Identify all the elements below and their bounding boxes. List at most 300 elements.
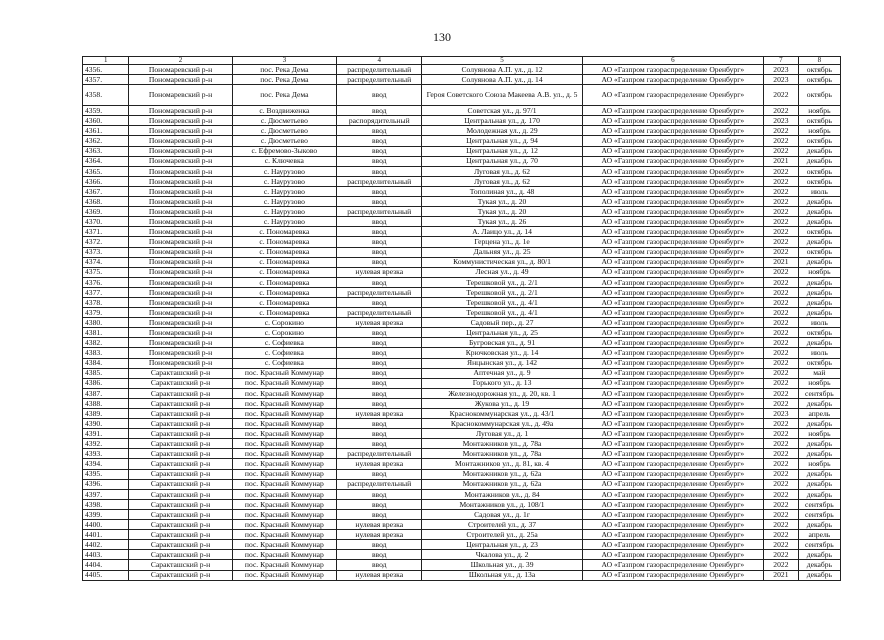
address-cell: Краснокоммунарская ул., д. 43/1 xyxy=(422,409,582,419)
month-cell: декабрь xyxy=(798,207,840,217)
table-row xyxy=(83,257,841,267)
row-number-cell: 4388. xyxy=(83,398,129,408)
year-cell: 2022 xyxy=(764,227,799,237)
connection-type-cell: ввод xyxy=(337,489,422,499)
year-cell: 2022 xyxy=(764,398,799,408)
organization-cell: АО «Газпром газораспределение Оренбург» xyxy=(582,257,763,267)
month-cell: октябрь xyxy=(798,227,840,237)
settlement-cell: с. Пономаревка xyxy=(232,257,336,267)
column-header: 5 xyxy=(422,57,582,65)
address-cell: Чкалова ул., д. 2 xyxy=(422,550,582,560)
district-cell: Саракташский р-н xyxy=(129,469,232,479)
connection-type-cell: ввод xyxy=(337,237,422,247)
row-number-cell: 4405. xyxy=(83,570,129,580)
district-cell: Пономаревский р-н xyxy=(129,85,232,106)
table-row xyxy=(83,217,841,227)
month-cell: декабрь xyxy=(798,197,840,207)
address-cell: Жукова ул., д. 19 xyxy=(422,398,582,408)
year-cell: 2022 xyxy=(764,368,799,378)
settlement-cell: пос. Красный Коммунар xyxy=(232,509,336,519)
address-cell: Центральная ул., д. 94 xyxy=(422,136,582,146)
organization-cell: АО «Газпром газораспределение Оренбург» xyxy=(582,166,763,176)
connection-type-cell: распределительный xyxy=(337,449,422,459)
connection-type-cell: ввод xyxy=(337,398,422,408)
month-cell: декабрь xyxy=(798,479,840,489)
connection-type-cell: ввод xyxy=(337,166,422,176)
row-number-cell: 4368. xyxy=(83,197,129,207)
year-cell: 2022 xyxy=(764,449,799,459)
organization-cell: АО «Газпром газораспределение Оренбург» xyxy=(582,267,763,277)
column-header: 3 xyxy=(232,57,336,65)
connection-type-cell: нулевая врезка xyxy=(337,459,422,469)
table-row xyxy=(83,449,841,459)
address-cell: Школьная ул., д. 39 xyxy=(422,560,582,570)
district-cell: Пономаревский р-н xyxy=(129,348,232,358)
table-row xyxy=(83,530,841,540)
connection-type-cell: ввод xyxy=(337,439,422,449)
settlement-cell: с. Пономаревка xyxy=(232,277,336,287)
year-cell: 2022 xyxy=(764,540,799,550)
settlement-cell: с. Наурузово xyxy=(232,186,336,196)
settlement-cell: с. Софиевка xyxy=(232,338,336,348)
address-cell: Тукая ул., д. 20 xyxy=(422,207,582,217)
connection-type-cell: ввод xyxy=(337,328,422,338)
organization-cell: АО «Газпром газораспределение Оренбург» xyxy=(582,560,763,570)
row-number-cell: 4389. xyxy=(83,409,129,419)
district-cell: Пономаревский р-н xyxy=(129,318,232,328)
district-cell: Пономаревский р-н xyxy=(129,126,232,136)
month-cell: сентябрь xyxy=(798,509,840,519)
month-cell: июль xyxy=(798,318,840,328)
address-cell: Дальняя ул., д. 25 xyxy=(422,247,582,257)
row-number-cell: 4396. xyxy=(83,479,129,489)
connection-type-cell: распределительный xyxy=(337,287,422,297)
table-row xyxy=(83,489,841,499)
month-cell: октябрь xyxy=(798,176,840,186)
address-cell: Коммунистическая ул., д. 80/1 xyxy=(422,257,582,267)
connection-type-cell: ввод xyxy=(337,388,422,398)
settlement-cell: с. Сорокино xyxy=(232,328,336,338)
month-cell: декабрь xyxy=(798,237,840,247)
organization-cell: АО «Газпром газораспределение Оренбург» xyxy=(582,338,763,348)
month-cell: декабрь xyxy=(798,156,840,166)
address-cell: Монтажников ул., д. 62а xyxy=(422,469,582,479)
year-cell: 2022 xyxy=(764,146,799,156)
month-cell: октябрь xyxy=(798,247,840,257)
table-row xyxy=(83,409,841,419)
district-cell: Пономаревский р-н xyxy=(129,156,232,166)
row-number-cell: 4359. xyxy=(83,106,129,116)
month-cell: декабрь xyxy=(798,520,840,530)
month-cell: октябрь xyxy=(798,328,840,338)
address-cell: Центральная ул., д. 25 xyxy=(422,328,582,338)
address-cell: Монтажников ул., д. 81, кв. 4 xyxy=(422,459,582,469)
district-cell: Пономаревский р-н xyxy=(129,358,232,368)
organization-cell: АО «Газпром газораспределение Оренбург» xyxy=(582,419,763,429)
connection-type-cell: ввод xyxy=(337,106,422,116)
row-number-cell: 4379. xyxy=(83,308,129,318)
row-number-cell: 4361. xyxy=(83,126,129,136)
district-cell: Пономаревский р-н xyxy=(129,277,232,287)
district-cell: Пономаревский р-н xyxy=(129,186,232,196)
address-cell: Школьная ул., д. 13а xyxy=(422,570,582,580)
row-number-cell: 4372. xyxy=(83,237,129,247)
row-number-cell: 4387. xyxy=(83,388,129,398)
settlement-cell: с. Воздвиженка xyxy=(232,106,336,116)
row-number-cell: 4381. xyxy=(83,328,129,338)
month-cell: декабрь xyxy=(798,419,840,429)
address-cell: Центральная ул., д. 170 xyxy=(422,116,582,126)
organization-cell: АО «Газпром газораспределение Оренбург» xyxy=(582,277,763,287)
address-cell: Терешковой ул., д. 4/1 xyxy=(422,308,582,318)
connection-type-cell: ввод xyxy=(337,277,422,287)
settlement-cell: пос. Красный Коммунар xyxy=(232,368,336,378)
table-row xyxy=(83,318,841,328)
settlement-cell: пос. Река Дема xyxy=(232,65,336,75)
district-cell: Пономаревский р-н xyxy=(129,237,232,247)
district-cell: Саракташский р-н xyxy=(129,398,232,408)
row-number-cell: 4401. xyxy=(83,530,129,540)
organization-cell: АО «Газпром газораспределение Оренбург» xyxy=(582,398,763,408)
settlement-cell: пос. Красный Коммунар xyxy=(232,489,336,499)
address-cell: Янцынская ул., д. 142 xyxy=(422,358,582,368)
connection-type-cell: ввод xyxy=(337,156,422,166)
settlement-cell: пос. Красный Коммунар xyxy=(232,530,336,540)
year-cell: 2022 xyxy=(764,207,799,217)
organization-cell: АО «Газпром газораспределение Оренбург» xyxy=(582,85,763,106)
organization-cell: АО «Газпром газораспределение Оренбург» xyxy=(582,530,763,540)
organization-cell: АО «Газпром газораспределение Оренбург» xyxy=(582,287,763,297)
organization-cell: АО «Газпром газораспределение Оренбург» xyxy=(582,186,763,196)
year-cell: 2022 xyxy=(764,126,799,136)
table-body xyxy=(83,65,841,581)
table-row xyxy=(83,75,841,85)
table-row xyxy=(83,560,841,570)
column-header: 6 xyxy=(582,57,763,65)
month-cell: октябрь xyxy=(798,75,840,85)
settlement-cell: с. Софиевка xyxy=(232,348,336,358)
table-row xyxy=(83,308,841,318)
organization-cell: АО «Газпром газораспределение Оренбург» xyxy=(582,368,763,378)
table-row xyxy=(83,136,841,146)
column-header: 2 xyxy=(129,57,232,65)
year-cell: 2022 xyxy=(764,479,799,489)
column-header: 8 xyxy=(798,57,840,65)
district-cell: Саракташский р-н xyxy=(129,530,232,540)
connection-type-cell: ввод xyxy=(337,247,422,257)
settlement-cell: пос. Красный Коммунар xyxy=(232,479,336,489)
row-number-cell: 4395. xyxy=(83,469,129,479)
year-cell: 2022 xyxy=(764,489,799,499)
settlement-cell: с. Наурузово xyxy=(232,207,336,217)
month-cell: октябрь xyxy=(798,65,840,75)
year-cell: 2022 xyxy=(764,469,799,479)
row-number-cell: 4393. xyxy=(83,449,129,459)
connection-type-cell: ввод xyxy=(337,136,422,146)
organization-cell: АО «Газпром газораспределение Оренбург» xyxy=(582,136,763,146)
district-cell: Саракташский р-н xyxy=(129,419,232,429)
year-cell: 2022 xyxy=(764,429,799,439)
settlement-cell: пос. Красный Коммунар xyxy=(232,409,336,419)
address-cell: Строителей ул., д. 25а xyxy=(422,530,582,540)
gasification-table xyxy=(82,56,841,581)
month-cell: апрель xyxy=(798,530,840,540)
row-number-cell: 4404. xyxy=(83,560,129,570)
month-cell: ноябрь xyxy=(798,429,840,439)
connection-type-cell: ввод xyxy=(337,297,422,307)
table-row xyxy=(83,186,841,196)
connection-type-cell: ввод xyxy=(337,499,422,509)
address-cell: А. Лаицо ул., д. 14 xyxy=(422,227,582,237)
table-row xyxy=(83,237,841,247)
year-cell: 2022 xyxy=(764,166,799,176)
month-cell: сентябрь xyxy=(798,540,840,550)
connection-type-cell: ввод xyxy=(337,469,422,479)
district-cell: Пономаревский р-н xyxy=(129,227,232,237)
organization-cell: АО «Газпром газораспределение Оренбург» xyxy=(582,197,763,207)
connection-type-cell: распределительный xyxy=(337,65,422,75)
connection-type-cell: ввод xyxy=(337,368,422,378)
year-cell: 2023 xyxy=(764,116,799,126)
settlement-cell: пос. Красный Коммунар xyxy=(232,429,336,439)
organization-cell: АО «Газпром газораспределение Оренбург» xyxy=(582,469,763,479)
organization-cell: АО «Газпром газораспределение Оренбург» xyxy=(582,156,763,166)
row-number-cell: 4370. xyxy=(83,217,129,227)
settlement-cell: пос. Красный Коммунар xyxy=(232,499,336,509)
month-cell: октябрь xyxy=(798,85,840,106)
table-row xyxy=(83,297,841,307)
connection-type-cell: ввод xyxy=(337,85,422,106)
connection-type-cell: распределительный xyxy=(337,75,422,85)
settlement-cell: пос. Красный Коммунар xyxy=(232,570,336,580)
row-number-cell: 4383. xyxy=(83,348,129,358)
table-row xyxy=(83,166,841,176)
row-number-cell: 4356. xyxy=(83,65,129,75)
organization-cell: АО «Газпром газораспределение Оренбург» xyxy=(582,409,763,419)
table-row xyxy=(83,509,841,519)
district-cell: Пономаревский р-н xyxy=(129,65,232,75)
organization-cell: АО «Газпром газораспределение Оренбург» xyxy=(582,217,763,227)
connection-type-cell: ввод xyxy=(337,419,422,429)
connection-type-cell: ввод xyxy=(337,338,422,348)
district-cell: Пономаревский р-н xyxy=(129,328,232,338)
table-row xyxy=(83,328,841,338)
row-number-cell: 4398. xyxy=(83,499,129,509)
address-cell: Краснокоммунарская ул., д. 49а xyxy=(422,419,582,429)
year-cell: 2022 xyxy=(764,237,799,247)
year-cell: 2022 xyxy=(764,318,799,328)
settlement-cell: с. Пономаревка xyxy=(232,227,336,237)
organization-cell: АО «Газпром газораспределение Оренбург» xyxy=(582,348,763,358)
row-number-cell: 4399. xyxy=(83,509,129,519)
month-cell: декабрь xyxy=(798,297,840,307)
table-row xyxy=(83,479,841,489)
district-cell: Пономаревский р-н xyxy=(129,257,232,267)
address-cell: Садовый пер., д. 27 xyxy=(422,318,582,328)
month-cell: декабрь xyxy=(798,469,840,479)
organization-cell: АО «Газпром газораспределение Оренбург» xyxy=(582,297,763,307)
settlement-cell: с. Сорокино xyxy=(232,318,336,328)
district-cell: Саракташский р-н xyxy=(129,570,232,580)
address-cell: Луговая ул., д. 62 xyxy=(422,166,582,176)
connection-type-cell: ввод xyxy=(337,186,422,196)
row-number-cell: 4377. xyxy=(83,287,129,297)
table-row xyxy=(83,227,841,237)
organization-cell: АО «Газпром газораспределение Оренбург» xyxy=(582,75,763,85)
row-number-cell: 4371. xyxy=(83,227,129,237)
settlement-cell: с. Пономаревка xyxy=(232,297,336,307)
table-row xyxy=(83,106,841,116)
year-cell: 2022 xyxy=(764,297,799,307)
table-row xyxy=(83,419,841,429)
organization-cell: АО «Газпром газораспределение Оренбург» xyxy=(582,237,763,247)
organization-cell: АО «Газпром газораспределение Оренбург» xyxy=(582,378,763,388)
settlement-cell: с. Ефремово-Зыково xyxy=(232,146,336,156)
year-cell: 2022 xyxy=(764,439,799,449)
organization-cell: АО «Газпром газораспределение Оренбург» xyxy=(582,227,763,237)
district-cell: Саракташский р-н xyxy=(129,509,232,519)
district-cell: Саракташский р-н xyxy=(129,489,232,499)
table-row xyxy=(83,338,841,348)
year-cell: 2022 xyxy=(764,520,799,530)
row-number-cell: 4390. xyxy=(83,419,129,429)
connection-type-cell: нулевая врезка xyxy=(337,570,422,580)
district-cell: Пономаревский р-н xyxy=(129,106,232,116)
organization-cell: АО «Газпром газораспределение Оренбург» xyxy=(582,489,763,499)
connection-type-cell: нулевая врезка xyxy=(337,409,422,419)
year-cell: 2022 xyxy=(764,419,799,429)
column-header: 7 xyxy=(764,57,799,65)
table-row xyxy=(83,277,841,287)
connection-type-cell: нулевая врезка xyxy=(337,267,422,277)
district-cell: Саракташский р-н xyxy=(129,449,232,459)
column-header: 1 xyxy=(83,57,129,65)
district-cell: Пономаревский р-н xyxy=(129,166,232,176)
table-row xyxy=(83,378,841,388)
connection-type-cell: ввод xyxy=(337,358,422,368)
connection-type-cell: ввод xyxy=(337,197,422,207)
connection-type-cell: распорядительный xyxy=(337,116,422,126)
settlement-cell: пос. Красный Коммунар xyxy=(232,398,336,408)
connection-type-cell: ввод xyxy=(337,227,422,237)
year-cell: 2022 xyxy=(764,267,799,277)
connection-type-cell: нулевая врезка xyxy=(337,520,422,530)
district-cell: Саракташский р-н xyxy=(129,378,232,388)
address-cell: Монтажников ул., д. 108/1 xyxy=(422,499,582,509)
organization-cell: АО «Газпром газораспределение Оренбург» xyxy=(582,570,763,580)
settlement-cell: с. Софиевка xyxy=(232,358,336,368)
row-number-cell: 4365. xyxy=(83,166,129,176)
district-cell: Пономаревский р-н xyxy=(129,308,232,318)
month-cell: апрель xyxy=(798,409,840,419)
connection-type-cell: распределительный xyxy=(337,176,422,186)
settlement-cell: пос. Красный Коммунар xyxy=(232,449,336,459)
district-cell: Пономаревский р-н xyxy=(129,297,232,307)
connection-type-cell: распределительный xyxy=(337,308,422,318)
address-cell: Крючковская ул., д. 14 xyxy=(422,348,582,358)
table-row xyxy=(83,520,841,530)
settlement-cell: с. Пономаревка xyxy=(232,308,336,318)
settlement-cell: с. Наурузово xyxy=(232,217,336,227)
year-cell: 2021 xyxy=(764,156,799,166)
address-cell: Лесная ул., д. 49 xyxy=(422,267,582,277)
table-row xyxy=(83,247,841,257)
row-number-cell: 4394. xyxy=(83,459,129,469)
year-cell: 2022 xyxy=(764,277,799,287)
month-cell: декабрь xyxy=(798,277,840,287)
month-cell: ноябрь xyxy=(798,126,840,136)
organization-cell: АО «Газпром газораспределение Оренбург» xyxy=(582,540,763,550)
year-cell: 2022 xyxy=(764,85,799,106)
table-row xyxy=(83,469,841,479)
settlement-cell: с. Дюсметьево xyxy=(232,136,336,146)
year-cell: 2022 xyxy=(764,358,799,368)
year-cell: 2022 xyxy=(764,550,799,560)
address-cell: Советская ул., д. 97/1 xyxy=(422,106,582,116)
month-cell: декабрь xyxy=(798,570,840,580)
month-cell: ноябрь xyxy=(798,459,840,469)
month-cell: ноябрь xyxy=(798,106,840,116)
row-number-cell: 4366. xyxy=(83,176,129,186)
district-cell: Саракташский р-н xyxy=(129,479,232,489)
address-cell: Героя Советского Союза Макеева А.В. ул., д. 5 xyxy=(422,85,582,106)
year-cell: 2022 xyxy=(764,176,799,186)
organization-cell: АО «Газпром газораспределение Оренбург» xyxy=(582,207,763,217)
month-cell: декабрь xyxy=(798,449,840,459)
table-row xyxy=(83,146,841,156)
connection-type-cell: ввод xyxy=(337,217,422,227)
row-number-cell: 4362. xyxy=(83,136,129,146)
month-cell: октябрь xyxy=(798,358,840,368)
connection-type-cell: нулевая врезка xyxy=(337,530,422,540)
connection-type-cell: ввод xyxy=(337,550,422,560)
table-row xyxy=(83,207,841,217)
settlement-cell: с. Пономаревка xyxy=(232,247,336,257)
row-number-cell: 4403. xyxy=(83,550,129,560)
settlement-cell: с. Наурузово xyxy=(232,176,336,186)
district-cell: Саракташский р-н xyxy=(129,409,232,419)
row-number-cell: 4392. xyxy=(83,439,129,449)
year-cell: 2021 xyxy=(764,570,799,580)
connection-type-cell: ввод xyxy=(337,378,422,388)
year-cell: 2023 xyxy=(764,75,799,85)
district-cell: Саракташский р-н xyxy=(129,550,232,560)
settlement-cell: пос. Красный Коммунар xyxy=(232,469,336,479)
address-cell: Железнодорожная ул., д. 20, кв. 1 xyxy=(422,388,582,398)
year-cell: 2022 xyxy=(764,247,799,257)
address-cell: Садовая ул., д. 1г xyxy=(422,509,582,519)
connection-type-cell: ввод xyxy=(337,257,422,267)
table-row xyxy=(83,368,841,378)
row-number-cell: 4374. xyxy=(83,257,129,267)
address-cell: Монтажников ул., д. 78а xyxy=(422,439,582,449)
district-cell: Пономаревский р-н xyxy=(129,146,232,156)
organization-cell: АО «Газпром газораспределение Оренбург» xyxy=(582,328,763,338)
month-cell: декабрь xyxy=(798,146,840,156)
row-number-cell: 4363. xyxy=(83,146,129,156)
district-cell: Пономаревский р-н xyxy=(129,267,232,277)
table-row xyxy=(83,197,841,207)
organization-cell: АО «Газпром газораспределение Оренбург» xyxy=(582,449,763,459)
month-cell: июль xyxy=(798,348,840,358)
address-cell: Монтажников ул., д. 62а xyxy=(422,479,582,489)
organization-cell: АО «Газпром газораспределение Оренбург» xyxy=(582,509,763,519)
page-number: 130 xyxy=(433,30,451,44)
table-row xyxy=(83,287,841,297)
address-cell: Аптечная ул., д. 9 xyxy=(422,368,582,378)
settlement-cell: пос. Красный Коммунар xyxy=(232,388,336,398)
district-cell: Пономаревский р-н xyxy=(129,287,232,297)
